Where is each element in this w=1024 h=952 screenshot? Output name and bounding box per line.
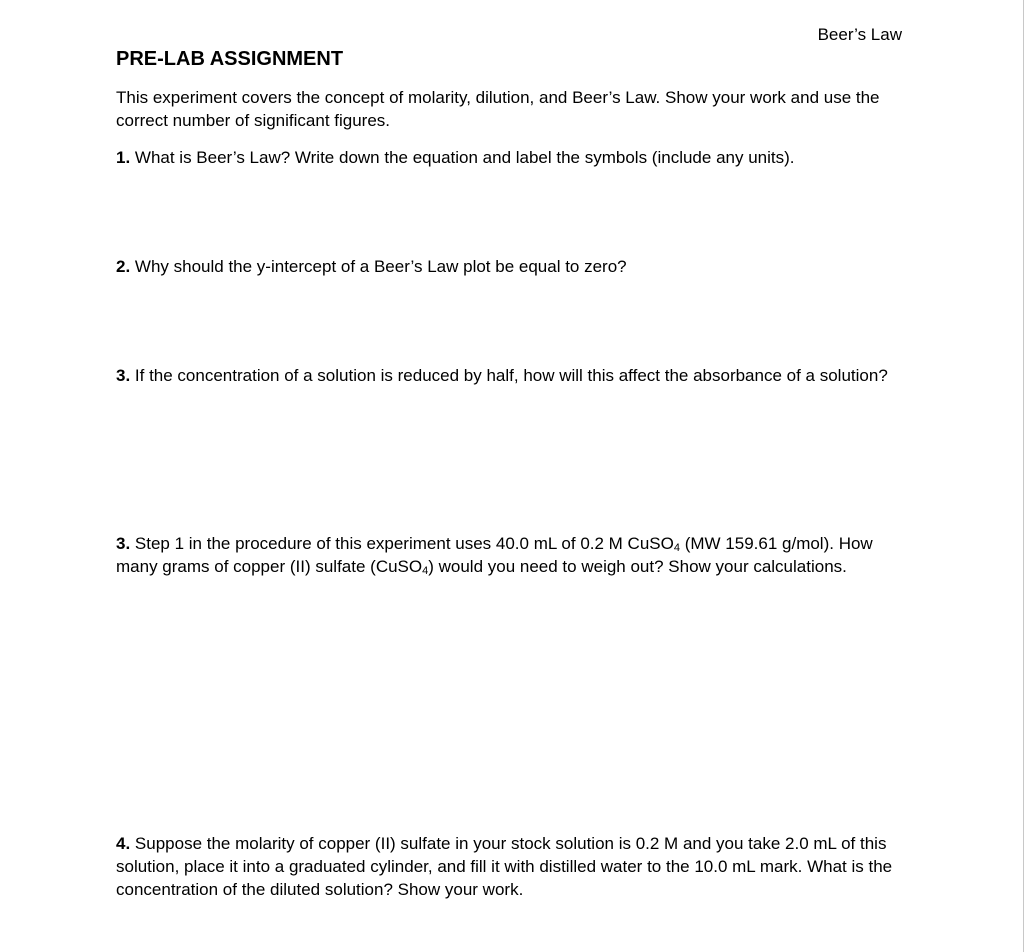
question-number: 3. [116,534,131,553]
question-text: (MW 159.61 g/mol). How many grams of copper (II) sulfate (CuSO [116,534,873,576]
intro-paragraph: This experiment covers the concept of molarity, dilution, and Beer’s Law. Show your work and use the correct number of significant figures. [116,88,880,130]
question-text: Step 1 in the procedure of this experiment uses 40.0 mL of 0.2 M CuSO [130,534,674,553]
subscript: 4 [422,565,429,577]
question-2 [116,255,916,278]
question-text: Why should the y-intercept of a Beer’s Law plot be equal to zero? [130,257,627,276]
question-text: Suppose the molarity of copper (II) sulfate in your stock solution is 0.2 M and you take 2.0 mL of this solution, place it into a graduated cylinder, and fill it with distilled water to the 10.0 mL mark. What is the concentration of the diluted solution? Show your work. [116,834,893,899]
question-text: ) would you need to weigh out? Show your calculations. [428,557,847,576]
question-number: 4. [116,834,131,853]
question-number: 1. [116,148,131,167]
question-text: If the concentration of a solution is reduced by half, how will this affect the absorbance of a solution? [130,366,888,385]
question-4 [116,832,916,901]
page-title: PRE-LAB ASSIGNMENT [116,48,344,70]
question-3 [116,364,916,387]
question-3-step1 [116,532,916,578]
question-text: What is Beer’s Law? Write down the equation and label the symbols (include any units). [130,148,795,167]
question-number: 3. [116,366,131,385]
question-1 [116,146,916,169]
subscript: 4 [673,542,680,554]
question-number: 2. [116,257,131,276]
running-header: Beer’s Law [817,25,902,44]
